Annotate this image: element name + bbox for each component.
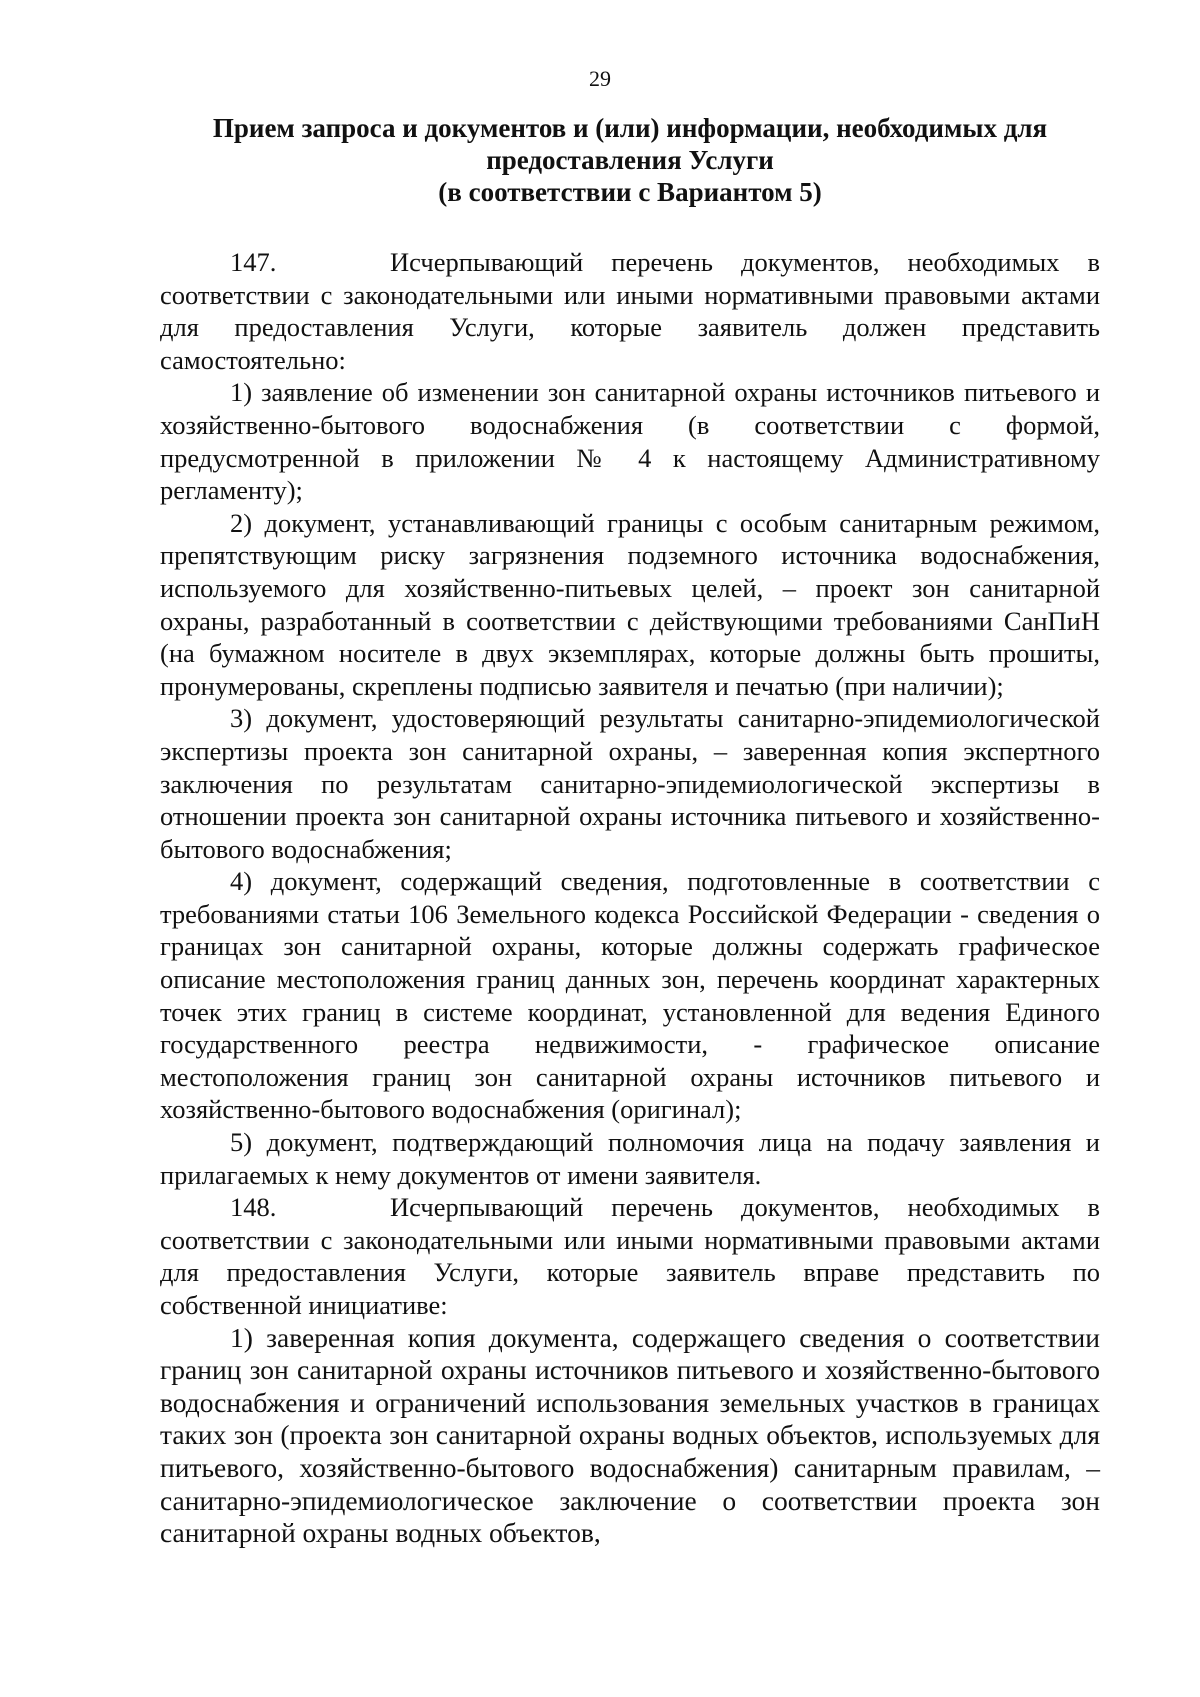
page-number: 29 bbox=[589, 66, 611, 91]
document-body bbox=[160, 246, 1100, 1550]
paragraph-number: 148. bbox=[230, 1192, 277, 1223]
list-item-147-4: 4) документ, содержащий сведения, подготовленные в соответствии с требованиями статьи 106 Земельного кодекса Российской Федерации - сведения о границах зон санитарной охраны, которые должны содержать графическое описание местоположения границ данных зон, перечень координат характерных точек этих границ в системе координат, установленной для ведения Единого государственного реестра недвижимости, - графическое описание местоположения границ зон санитарной охраны источников питьевого и хозяйственно-бытового водоснабжения (оригинал); bbox=[160, 866, 1100, 1125]
list-item-147-5: 5) документ, подтверждающий полномочия лица на подачу заявления и прилагаемых к нему документов от имени заявителя. bbox=[160, 1127, 1100, 1190]
list-item-147-3: 3) документ, удостоверяющий результаты санитарно-эпидемиологической экспертизы проекта зон санитарной охраны, – заверенная копия экспертного заключения по результатам санитарно-эпидемиологической экспертизы в отношении проекта зон санитарной охраны источника питьевого и хозяйственно-бытового водоснабжения; bbox=[160, 703, 1100, 864]
paragraph-text: Исчерпывающий перечень документов, необходимых в соответствии с законодательными или иными нормативными правовыми актами для предоставления Услуги, которые заявитель вправе представить по собственной инициативе: bbox=[160, 1192, 1100, 1320]
list-item-147-2: 2) документ, устанавливающий границы с особым санитарным режимом, препятствующим риску загрязнения подземного источника водоснабжения, используемого для хозяйственно-питьевых целей, – проект зон санитарной охраны, разработанный в соответствии с действующими требованиями СанПиН (на бумажном носителе в двух экземплярах, которые должны быть прошиты, пронумерованы, скреплены подписью заявителя и печатью (при наличии); bbox=[160, 507, 1100, 701]
section-heading bbox=[160, 112, 1100, 208]
paragraph-148 bbox=[160, 1191, 1100, 1321]
paragraph-number: 147. bbox=[230, 247, 277, 277]
paragraph-147 bbox=[160, 246, 1100, 376]
list-item-148-1: 1) заверенная копия документа, содержащего сведения о соответствии границ зон санитарной охраны источников питьевого и хозяйственно-бытового водоснабжения и ограничений использования земельных участков в границах таких зон (проекта зон санитарной охраны водных объектов, используемых для питьевого, хозяйственно-бытового водоснабжения) санитарным правилам, – санитарно-эпидемиологическое заключение о соответствии проекта зон санитарной охраны водных объектов, bbox=[160, 1321, 1100, 1549]
heading-line-1: Прием запроса и документов и (или) информации, необходимых для bbox=[212, 113, 1048, 143]
heading-line-3: (в соответствии с Вариантом 5) bbox=[438, 177, 822, 207]
paragraph-text: Исчерпывающий перечень документов, необходимых в соответствии с законодательными или иными нормативными правовыми актами для предоставления Услуги, которые заявитель должен представить самостоятельно: bbox=[160, 247, 1100, 375]
list-item-147-1: 1) заявление об изменении зон санитарной охраны источников питьевого и хозяйственно-бытового водоснабжения (в соответствии с формой, предусмотренной в приложении № 4 к настоящему Административному регламенту); bbox=[160, 377, 1100, 506]
heading-line-2: предоставления Услуги bbox=[486, 145, 774, 175]
